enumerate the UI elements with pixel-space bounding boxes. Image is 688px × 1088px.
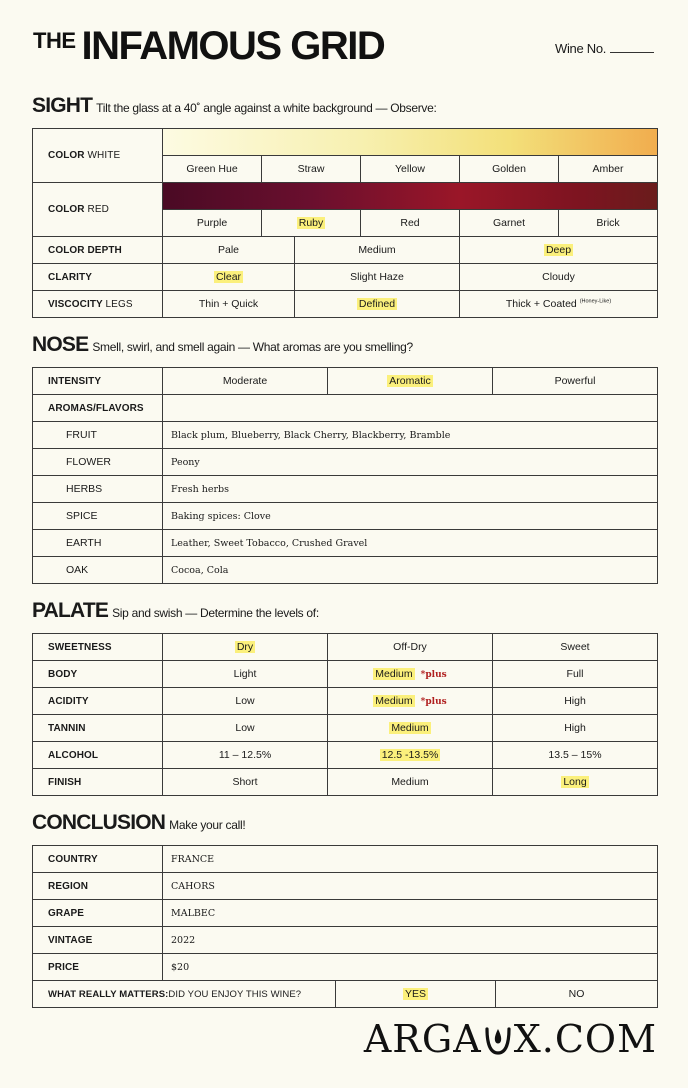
color-depth-row	[33, 237, 658, 264]
intensity-option-powerful[interactable]: Powerful	[493, 368, 658, 395]
acidity-option-medium[interactable]: Medium *plus	[328, 688, 493, 715]
white-option-yellow[interactable]: Yellow	[361, 156, 460, 183]
wine-drop-logo-icon	[483, 1021, 513, 1057]
enjoy-label: WHAT REALLY MATTERS:DID YOU ENJOY THIS WINE?	[33, 981, 336, 1008]
palate-table	[32, 633, 658, 796]
red-option-ruby[interactable]: Ruby	[262, 210, 361, 237]
finish-option-short[interactable]: Short	[163, 769, 328, 796]
tannin-option-high[interactable]: High	[493, 715, 658, 742]
aroma-value-herbs[interactable]: Fresh herbs	[163, 476, 658, 503]
aroma-row-oak	[33, 557, 658, 584]
enjoy-option-yes[interactable]: YES	[336, 981, 496, 1008]
price-row	[33, 954, 658, 981]
conclusion-title: CONCLUSION	[32, 811, 166, 834]
intensity-row	[33, 368, 658, 395]
conclusion-table	[32, 845, 658, 1008]
intensity-label: INTENSITY	[33, 368, 163, 395]
conclusion-instructions: Make your call!	[169, 818, 246, 832]
aroma-value-spice[interactable]: Baking spices: Clove	[163, 503, 658, 530]
region-label: REGION	[33, 873, 163, 900]
intensity-option-moderate[interactable]: Moderate	[163, 368, 328, 395]
white-option-green-hue[interactable]: Green Hue	[163, 156, 262, 183]
color-red-row	[33, 183, 658, 210]
wine-number-blank[interactable]	[610, 42, 654, 53]
body-row	[33, 661, 658, 688]
color-white-row	[33, 129, 658, 156]
aroma-label-oak: OAK	[33, 557, 163, 584]
sweetness-option-dry[interactable]: Dry	[163, 634, 328, 661]
aroma-value-fruit[interactable]: Black plum, Blueberry, Black Cherry, Blackberry, Bramble	[163, 422, 658, 449]
clarity-row	[33, 264, 658, 291]
acidity-plus-note: *plus	[420, 697, 447, 707]
price-value[interactable]: $20	[163, 954, 658, 981]
sweetness-row	[33, 634, 658, 661]
viscosity-row	[33, 291, 658, 318]
viscosity-option-thick[interactable]: Thick + Coated $^{(Honey-Like)}$	[460, 291, 658, 318]
finish-row	[33, 769, 658, 796]
aroma-row-earth	[33, 530, 658, 557]
acidity-row	[33, 688, 658, 715]
aroma-row-flower	[33, 449, 658, 476]
grape-value[interactable]: MALBEC	[163, 900, 658, 927]
grape-label: GRAPE	[33, 900, 163, 927]
honey-like-note: (Honey-Like)	[579, 298, 612, 305]
red-option-brick[interactable]: Brick	[559, 210, 658, 237]
nose-instructions: Smell, swirl, and smell again — What aromas are you smelling?	[92, 340, 413, 354]
finish-label: FINISH	[33, 769, 163, 796]
sight-heading	[32, 95, 437, 116]
body-plus-note: *plus	[420, 670, 447, 680]
clarity-label: CLARITY	[33, 264, 163, 291]
country-value[interactable]: FRANCE	[163, 846, 658, 873]
aroma-label-spice: SPICE	[33, 503, 163, 530]
acidity-option-high[interactable]: High	[493, 688, 658, 715]
wine-number-label: Wine No.	[555, 41, 607, 56]
tannin-option-medium[interactable]: Medium	[328, 715, 493, 742]
finish-option-medium[interactable]: Medium	[328, 769, 493, 796]
enjoy-row	[33, 981, 658, 1008]
palate-title: PALATE	[32, 599, 109, 622]
vintage-label: VINTAGE	[33, 927, 163, 954]
depth-option-pale[interactable]: Pale	[163, 237, 295, 264]
sweetness-option-sweet[interactable]: Sweet	[493, 634, 658, 661]
region-value[interactable]: CAHORS	[163, 873, 658, 900]
grape-row	[33, 900, 658, 927]
white-option-amber[interactable]: Amber	[559, 156, 658, 183]
nose-table	[32, 367, 658, 584]
clarity-option-clear[interactable]: Clear	[163, 264, 295, 291]
body-option-light[interactable]: Light	[163, 661, 328, 688]
wine-number-field[interactable]	[555, 41, 654, 56]
aromas-header-row	[33, 395, 658, 422]
country-label: COUNTRY	[33, 846, 163, 873]
color-red-label: COLOR RED	[33, 183, 163, 237]
acidity-option-low[interactable]: Low	[163, 688, 328, 715]
alcohol-row	[33, 742, 658, 769]
tannin-label: TANNIN	[33, 715, 163, 742]
sight-title: SIGHT	[32, 94, 93, 117]
palate-instructions: Sip and swish — Determine the levels of:	[112, 606, 319, 620]
price-label: PRICE	[33, 954, 163, 981]
color-white-label: COLOR WHITE	[33, 129, 163, 183]
aroma-label-flower: FLOWER	[33, 449, 163, 476]
sweetness-label: SWEETNESS	[33, 634, 163, 661]
red-option-purple[interactable]: Purple	[163, 210, 262, 237]
aroma-value-oak[interactable]: Cocoa, Cola	[163, 557, 658, 584]
viscosity-option-defined[interactable]: Defined	[295, 291, 460, 318]
red-option-red[interactable]: Red	[361, 210, 460, 237]
sweetness-option-off-dry[interactable]: Off-Dry	[328, 634, 493, 661]
red-color-gradient	[163, 183, 658, 210]
intensity-option-aromatic[interactable]: Aromatic	[328, 368, 493, 395]
white-option-golden[interactable]: Golden	[460, 156, 559, 183]
body-option-full[interactable]: Full	[493, 661, 658, 688]
depth-option-deep[interactable]: Deep	[460, 237, 658, 264]
sight-table	[32, 128, 658, 318]
body-option-medium[interactable]: Medium *plus	[328, 661, 493, 688]
conclusion-heading	[32, 812, 245, 833]
alcohol-option-high[interactable]: 13.5 – 15%	[493, 742, 658, 769]
viscosity-option-thin[interactable]: Thin + Quick	[163, 291, 295, 318]
aroma-value-flower[interactable]: Peony	[163, 449, 658, 476]
white-color-gradient	[163, 129, 658, 156]
aroma-label-fruit: FRUIT	[33, 422, 163, 449]
red-option-garnet[interactable]: Garnet	[460, 210, 559, 237]
title-big: INFAMOUS GRID	[81, 24, 385, 68]
alcohol-option-low[interactable]: 11 – 12.5%	[163, 742, 328, 769]
vintage-row	[33, 927, 658, 954]
palate-heading	[32, 600, 319, 621]
brand-text-right: X.COM	[513, 1017, 657, 1061]
depth-option-medium[interactable]: Medium	[295, 237, 460, 264]
enjoy-option-no[interactable]: NO	[496, 981, 658, 1008]
color-depth-label: COLOR DEPTH	[33, 237, 163, 264]
alcohol-label: ALCOHOL	[33, 742, 163, 769]
country-row	[33, 846, 658, 873]
aroma-value-earth[interactable]: Leather, Sweet Tobacco, Crushed Gravel	[163, 530, 658, 557]
nose-heading	[32, 334, 413, 355]
region-row	[33, 873, 658, 900]
sight-instructions: Tilt the glass at a 40˚ angle against a white background — Observe:	[96, 101, 437, 115]
tannin-option-low[interactable]: Low	[163, 715, 328, 742]
aroma-row-herbs	[33, 476, 658, 503]
page-title	[33, 26, 384, 66]
aroma-row-spice	[33, 503, 658, 530]
body-label: BODY	[33, 661, 163, 688]
acidity-label: ACIDITY	[33, 688, 163, 715]
tannin-row	[33, 715, 658, 742]
clarity-option-slight-haze[interactable]: Slight Haze	[295, 264, 460, 291]
vintage-value[interactable]: 2022	[163, 927, 658, 954]
aroma-label-herbs: HERBS	[33, 476, 163, 503]
clarity-option-cloudy[interactable]: Cloudy	[460, 264, 658, 291]
finish-option-long[interactable]: Long	[493, 769, 658, 796]
white-option-straw[interactable]: Straw	[262, 156, 361, 183]
aroma-label-earth: EARTH	[33, 530, 163, 557]
viscosity-label: VISCOCITY LEGS	[33, 291, 163, 318]
brand-logo	[361, 1017, 657, 1061]
aroma-row-fruit	[33, 422, 658, 449]
brand-text-left: ARGA	[363, 1017, 482, 1061]
nose-title: NOSE	[32, 333, 89, 356]
aromas-label: AROMAS/FLAVORS	[33, 395, 163, 422]
title-small: THE	[33, 28, 76, 53]
aromas-blank	[163, 395, 658, 422]
alcohol-option-mid[interactable]: 12.5 -13.5%	[328, 742, 493, 769]
